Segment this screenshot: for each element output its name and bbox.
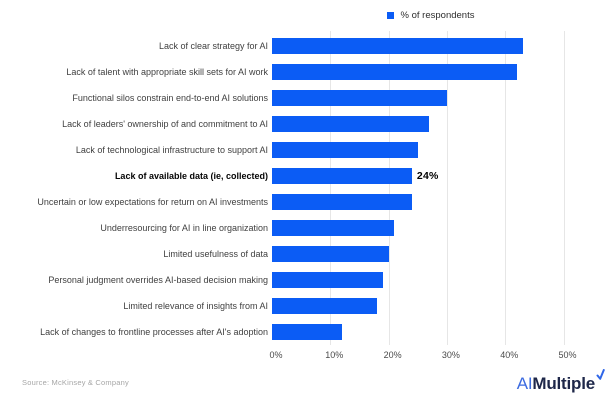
category-label: Lack of technological infrastructure to support AI [75, 145, 268, 155]
bar [272, 38, 523, 54]
x-tick-label: 10% [325, 350, 344, 360]
bar [272, 298, 377, 314]
bar-value-label: 24% [416, 170, 439, 182]
bar [272, 220, 394, 236]
bar-row [272, 241, 581, 267]
bar [272, 272, 383, 288]
bar-row [272, 293, 581, 319]
category-label: Underresourcing for AI in line organization [100, 223, 268, 233]
bar-row [272, 85, 581, 111]
x-axis [269, 348, 585, 362]
bar [272, 90, 447, 106]
logo-spark-icon [596, 369, 605, 380]
bar [272, 142, 418, 158]
category-label: Lack of talent with appropriate skill sets for AI work [66, 67, 268, 77]
bar [272, 168, 412, 184]
category-label: Lack of available data (ie, collected) [114, 171, 268, 181]
bar-row [272, 319, 581, 345]
bar-row [272, 33, 581, 59]
x-tick-label: 30% [441, 350, 460, 360]
x-tick-label: 40% [500, 350, 519, 360]
bar-chart [22, 33, 581, 345]
category-label: Uncertain or low expectations for return on AI investments [37, 197, 268, 207]
aimultiple-logo [517, 369, 605, 394]
bar [272, 116, 429, 132]
bar [272, 64, 517, 80]
legend-swatch-icon [387, 12, 394, 19]
bar [272, 194, 412, 210]
category-label: Limited relevance of insights from AI [123, 301, 268, 311]
category-label: Functional silos constrain end-to-end AI solutions [72, 93, 268, 103]
bar-row [272, 111, 581, 137]
bar-row [272, 137, 581, 163]
legend [276, 10, 585, 21]
logo-text-ai: AI [516, 374, 533, 393]
x-tick-label: 50% [558, 350, 577, 360]
bar [272, 246, 389, 262]
category-label: Lack of clear strategy for AI [158, 41, 268, 51]
bar-row [272, 189, 581, 215]
category-labels [22, 33, 272, 345]
bar-row [272, 163, 581, 189]
bar-row [272, 267, 581, 293]
category-label: Limited usefulness of data [163, 249, 268, 259]
x-tick-label: 0% [269, 350, 283, 360]
x-tick-label: 20% [383, 350, 402, 360]
logo-text-multiple: Multiple [532, 374, 595, 393]
category-label: Lack of changes to frontline processes after AI's adoption [40, 327, 268, 337]
bar-row [272, 59, 581, 85]
bar-row [272, 215, 581, 241]
source-attribution: Source: McKinsey & Company [22, 378, 129, 387]
plot-area [272, 33, 581, 345]
category-label: Lack of leaders' ownership of and commitment to AI [62, 119, 268, 129]
legend-label: % of respondents [400, 10, 475, 21]
bar [272, 324, 342, 340]
category-label: Personal judgment overrides AI-based decision making [48, 275, 268, 285]
